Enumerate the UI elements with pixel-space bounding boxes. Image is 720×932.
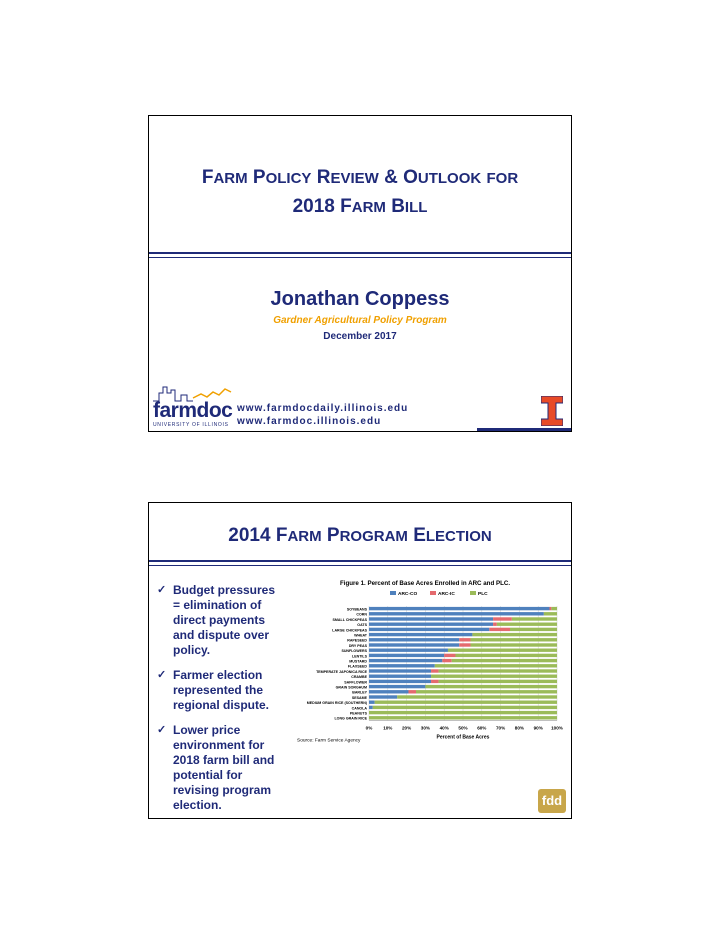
tick-label: 60% [477, 725, 487, 731]
category-label: LONG GRAIN RICE [334, 716, 367, 721]
legend-swatch [390, 591, 396, 595]
bar-segment [459, 643, 470, 646]
logo-word: farmdoc [153, 399, 233, 422]
bar-segment [369, 643, 459, 646]
tick-label: 50% [458, 725, 468, 731]
bar-segment [431, 669, 439, 672]
checkmark-icon: ✓ [157, 584, 167, 596]
category-label: SMALL CHICKPEAS [332, 617, 367, 622]
bar-segment [375, 701, 557, 704]
tick-label: 30% [420, 725, 431, 731]
divider [149, 560, 571, 562]
bar-segment [471, 638, 557, 641]
bar-segment [493, 617, 512, 620]
bar-segment [544, 612, 557, 615]
bar-segment [369, 690, 408, 693]
bar-segment [452, 659, 557, 662]
category-label: CRAMBE [351, 675, 367, 680]
bar-segment [497, 623, 557, 626]
bar-segment [369, 680, 431, 683]
enrollment-chart [285, 575, 565, 790]
presenter-name: Jonathan Coppess [270, 288, 450, 310]
bar-segment [444, 654, 455, 657]
bullet-item: ✓ Farmer election represented the regional dispute. [157, 668, 270, 712]
bar-segment [549, 607, 551, 610]
bar-segment [471, 643, 557, 646]
category-label: LENTILS [352, 654, 367, 659]
bar-segment [442, 659, 451, 662]
bar-segment [416, 690, 557, 693]
category-label: GRAIN SORGHUM [335, 685, 367, 690]
category-label: BARLEY [352, 690, 367, 695]
bar-segment [369, 612, 544, 615]
category-label: TEMPERATE JAPONICA RICE [316, 669, 367, 674]
bar-segment [373, 706, 557, 709]
bar-segment [397, 695, 557, 698]
bar-segment [369, 649, 448, 652]
category-label: SAFFLOWER [344, 680, 367, 685]
bar-segment [369, 633, 472, 636]
slide-title [149, 164, 571, 222]
bar-segment [431, 680, 439, 683]
chart-source: Source: Farm Service Agency [297, 738, 361, 744]
bar-segment [439, 669, 557, 672]
bar-segment [369, 669, 431, 672]
tick-label: 90% [533, 725, 543, 731]
election-slide [148, 502, 572, 819]
category-label: LARGE CHICKPEAS [332, 628, 367, 633]
bar-segment [493, 623, 497, 626]
program-name: Gardner Agricultural Policy Program [273, 315, 447, 326]
slide-title: 2014 FARM PROGRAM ELECTION [228, 525, 492, 546]
bar-segment [369, 623, 493, 626]
bar-segment [431, 675, 557, 678]
presentation-date: December 2017 [323, 331, 397, 342]
category-label: SOYBEANS [346, 607, 367, 612]
bar-segment [369, 685, 425, 688]
bar-segment [459, 638, 470, 641]
farmdoc-logo [151, 384, 233, 430]
bar-segment [369, 617, 493, 620]
bar-segment [369, 654, 444, 657]
illinois-block-i-icon [541, 396, 563, 426]
divider-thin [149, 257, 571, 258]
category-label: SESAME [351, 695, 367, 700]
legend-label: ARC-IC [438, 592, 455, 597]
tick-label: 20% [401, 725, 412, 731]
tick-label: 70% [495, 725, 506, 731]
category-label: SUNFLOWERS [341, 649, 367, 654]
url-farmdocdaily[interactable]: www.farmdocdaily.illinois.edu [237, 403, 409, 414]
tick-label: 100% [551, 725, 563, 731]
x-axis-label: Percent of Base Acres [436, 734, 490, 741]
bar-segment [448, 649, 557, 652]
title-line-2: 2018 FARM BILL [292, 196, 428, 217]
bar-segment [369, 706, 373, 709]
divider [149, 252, 571, 254]
bar-segment [369, 628, 489, 631]
tick-label: 40% [439, 725, 449, 731]
bullet-item: ✓ Lower price environment for 2018 farm bill and potential for revising program election. [157, 723, 275, 812]
category-label: CORN [356, 612, 367, 617]
bar-segment [510, 628, 557, 631]
bar-segment [369, 638, 459, 641]
bar-segment [489, 628, 510, 631]
bullet-list [157, 583, 285, 823]
legend-label: PLC [478, 592, 488, 597]
category-label: MEDIUM GRAIN RICE (SOUTHERN) [306, 701, 367, 706]
url-farmdoc[interactable]: www.farmdoc.illinois.edu [237, 416, 382, 427]
bar-segment [425, 685, 557, 688]
bar-segment [369, 607, 549, 610]
bar-segment [472, 633, 557, 636]
category-label: WHEAT [354, 633, 367, 638]
bar-segment [408, 690, 416, 693]
bar-segment [369, 701, 375, 704]
tick-label: 0% [365, 725, 373, 731]
tick-label: 80% [514, 725, 525, 731]
title-line-1: FARM POLICY REVIEW & OUTLOOK FOR [201, 167, 519, 188]
logo-subtitle: UNIVERSITY OF ILLINOIS [153, 422, 229, 428]
footer-bar [477, 428, 571, 431]
checkmark-icon: ✓ [157, 669, 167, 681]
bar-segment [435, 664, 557, 667]
category-label: DRY PEAS [348, 643, 367, 648]
title-slide [148, 115, 572, 432]
bar-segment [455, 654, 557, 657]
bar-segment [512, 617, 557, 620]
bar-segment [439, 680, 557, 683]
category-label: CANOLA [351, 706, 367, 711]
legend-label: ARC-CO [398, 592, 418, 597]
category-label: FLAXSEED [347, 664, 367, 669]
bar-segment [369, 664, 435, 667]
divider-thin [149, 565, 571, 566]
legend-swatch [470, 591, 476, 595]
chart-title: Figure 1. Percent of Base Acres Enrolled in ARC and PLC. [339, 580, 511, 587]
bar-segment [551, 607, 557, 610]
bullet-item: ✓ Budget pressures = elimination of direct payments and dispute over policy. [157, 583, 276, 657]
category-label: RAPESEED [347, 638, 367, 643]
category-label: MUSTARD [349, 659, 367, 664]
tick-label: 10% [383, 725, 393, 731]
bar-segment [369, 659, 442, 662]
category-label: OATS [357, 623, 367, 628]
legend-swatch [430, 591, 436, 595]
bar-segment [369, 711, 557, 714]
bar-segment [369, 675, 431, 678]
bar-segment [369, 695, 397, 698]
bar-segment [369, 716, 557, 719]
category-label: PEANUTS [349, 711, 367, 716]
website-links [237, 402, 408, 428]
checkmark-icon: ✓ [157, 724, 167, 736]
fdd-badge: fdd [538, 789, 566, 813]
